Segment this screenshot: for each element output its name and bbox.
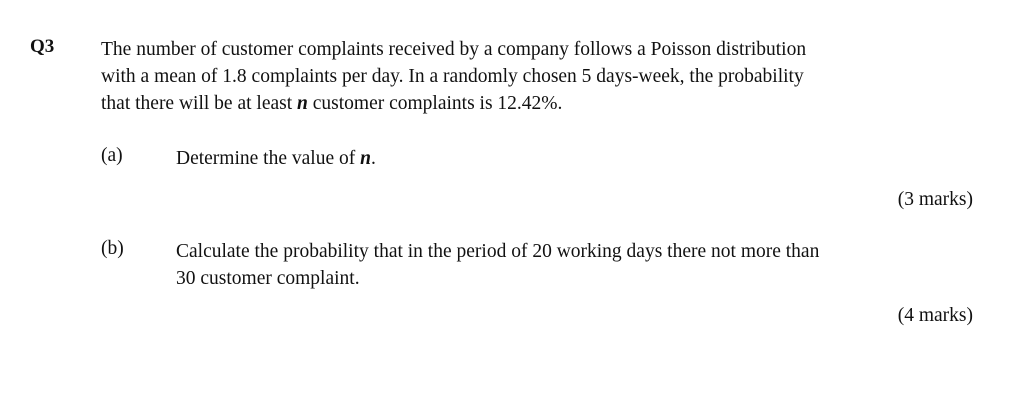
- question-number: Q3: [30, 36, 55, 57]
- part-b-line-1: Calculate the probability that in the period of 20 working days there not more than: [176, 241, 820, 262]
- variable-n: n: [297, 93, 308, 114]
- part-a-text-start: Determine the value of: [176, 148, 361, 169]
- part-b-label: (b): [101, 238, 124, 259]
- question-stem: [101, 36, 981, 117]
- part-b-text: [176, 238, 976, 292]
- stem-line-1: The number of customer complaints received by a company follows a Poisson distribution: [101, 39, 807, 60]
- stem-line-3-start: that there will be at least: [101, 93, 298, 114]
- stem-line-2: with a mean of 1.8 complaints per day. In a randomly chosen 5 days-week, the probability: [101, 66, 804, 87]
- part-a-text: [176, 145, 976, 172]
- stem-line-3: [101, 90, 981, 117]
- part-b-marks: (4 marks): [897, 305, 973, 326]
- part-a-label: (a): [101, 145, 123, 166]
- variable-n: n: [360, 148, 371, 169]
- part-b-line-2: 30 customer complaint.: [176, 268, 360, 289]
- part-a-text-end: .: [370, 148, 376, 169]
- stem-line-3-end: customer complaints is 12.42%.: [307, 93, 563, 114]
- part-a-marks: (3 marks): [897, 189, 973, 210]
